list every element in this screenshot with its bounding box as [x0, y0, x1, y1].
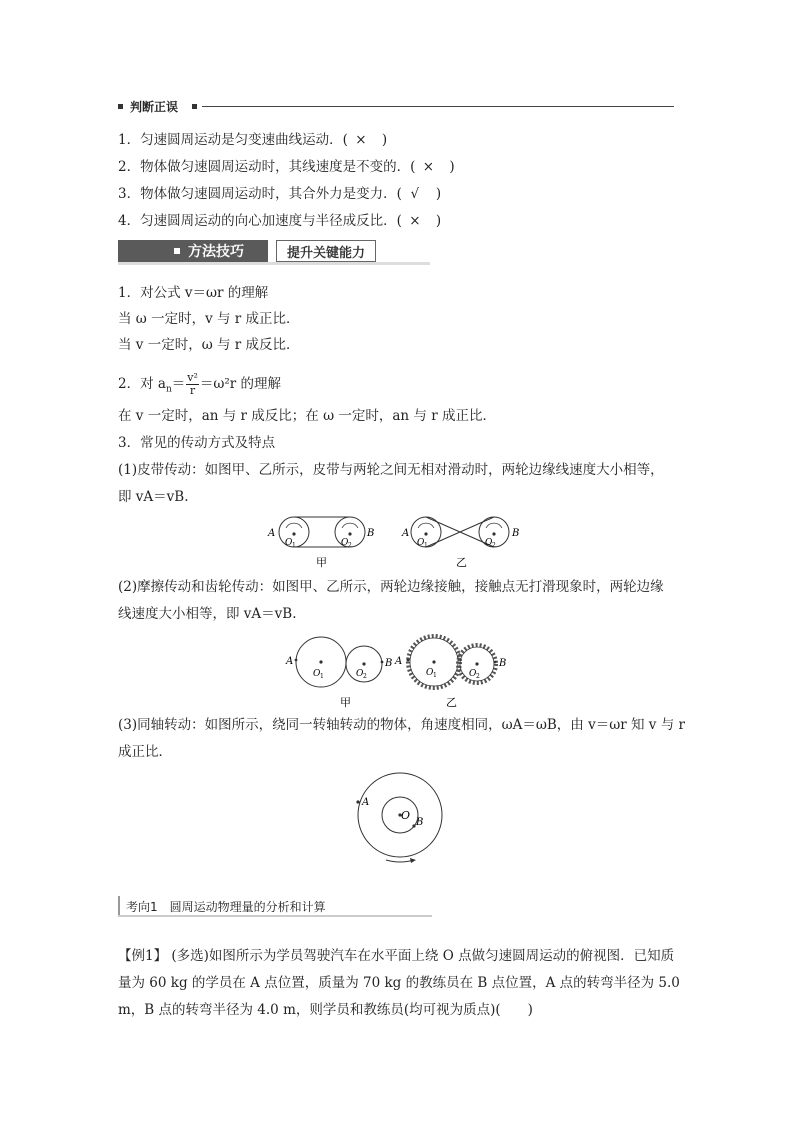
belt-caption-jia: 甲	[316, 556, 327, 569]
judge-bullet-right	[192, 104, 197, 109]
belt-yi-sub1: 1	[424, 542, 428, 549]
coaxial-line2: 成正比．	[118, 744, 172, 760]
gear-yi-sub1: 1	[433, 672, 437, 679]
judge-rule	[202, 106, 674, 107]
coaxial-figure	[350, 770, 450, 864]
method-p1-title: 1．对公式 v＝ωr 的理解	[118, 285, 269, 301]
belt-yi-label-o1: O	[417, 538, 425, 548]
p2-eq: ＝	[171, 376, 186, 392]
belt-figure-jia	[267, 517, 374, 569]
gear-caption-yi: 乙	[446, 696, 457, 709]
banner-bullet	[174, 248, 180, 254]
friction-jia-sub2: 2	[363, 673, 367, 680]
judge-item-close: )	[381, 132, 388, 148]
friction-figure-jia	[285, 637, 392, 709]
judge-title: 判断正误	[130, 100, 179, 114]
judge-item-close: )	[435, 186, 442, 202]
friction-jia-sub1: 1	[320, 673, 324, 680]
judge-item-text: 2．物体做匀速圆周运动时，其线速度是不变的．(	[118, 159, 416, 175]
section-banner	[118, 240, 430, 264]
friction-jia-label-a: A	[286, 656, 294, 667]
belt-line2: 即 vA＝vB.	[118, 489, 189, 505]
p2-suffix: ＝ω²r 的理解	[199, 376, 282, 392]
method-p2-line: 在 v 一定时，an 与 r 成反比；在 ω 一定时，an 与 r 成正比．	[118, 408, 496, 424]
judge-item-3	[118, 184, 441, 204]
banner-underline	[118, 262, 430, 265]
coaxial-label-b: B	[416, 817, 424, 828]
belt-yi-label-b: B	[512, 528, 520, 539]
belt-jia-label-a: A	[268, 528, 276, 539]
belt-jia-label-o1: O	[285, 538, 293, 548]
judge-item-mark: ×	[422, 159, 435, 175]
judge-item-close: )	[435, 213, 442, 229]
judge-item-1	[118, 130, 387, 150]
topic-title: 考向1 圆周运动物理量的分析和计算	[126, 900, 326, 914]
friction-jia-label-o1: O	[313, 669, 321, 679]
p2-prefix: 2．对 a	[118, 376, 166, 392]
judge-item-text: 1．匀速圆周运动是匀变速曲线运动．(	[118, 132, 348, 148]
banner-light	[276, 240, 376, 262]
p2-sub: n	[165, 384, 172, 395]
gear-figure-yi	[394, 636, 506, 709]
friction-gear-figure	[284, 628, 524, 712]
friction-jia-label-o2: O	[356, 669, 364, 679]
example-line2: 量为 60 kg 的学员在 A 点位置，质量为 70 kg 的教练员在 B 点位置，A 点的转弯半径为 5.0	[118, 975, 680, 991]
judge-item-close: )	[449, 159, 455, 175]
gear-yi-label-a: A	[395, 656, 403, 667]
belt-yi-label-o2: O	[485, 538, 493, 548]
judge-item-text: 3．物体做匀速圆周运动时，其合外力是变力．(	[118, 186, 402, 202]
topic-bar	[118, 896, 432, 916]
coaxial-line1: (3)同轴转动：如图所示，绕同一转轴转动的物体，角速度相同，ωA＝ωB，由 v＝ωr 知 v 与 r	[118, 717, 685, 733]
friction-line2: 线速度大小相等，即 vA＝vB.	[118, 606, 297, 622]
judge-item-4	[118, 211, 441, 231]
topic-bar-left-edge	[118, 896, 120, 916]
coaxial-label-a: A	[362, 797, 370, 808]
belt-jia-label-o2: O	[341, 538, 349, 548]
belt-drive-figure	[262, 512, 532, 570]
p2-den: r	[189, 384, 196, 397]
belt-yi-label-a: A	[402, 528, 410, 539]
belt-line1: (1)皮带传动：如图甲、乙所示，皮带与两轮之间无相对滑动时，两轮边缘线速度大小相等，	[118, 462, 664, 478]
method-p1-line2: 当 v 一定时，ω 与 r 成反比．	[118, 337, 300, 353]
gear-yi-label-b: B	[499, 658, 507, 669]
example-line3: m，B 点的转弯半径为 4.0 m，则学员和教练员(均可视为质点)( )	[118, 1002, 533, 1018]
belt-jia-sub1: 1	[292, 542, 296, 549]
gear-yi-label-o2: O	[469, 669, 477, 679]
coaxial-label-o: O	[401, 809, 411, 822]
friction-jia-label-b: B	[385, 658, 393, 669]
method-p2-title	[118, 372, 281, 400]
belt-figure-yi	[401, 517, 519, 569]
judge-item-2	[118, 157, 455, 177]
judge-item-mark: ×	[355, 132, 367, 148]
judge-item-mark: ×	[409, 213, 421, 229]
banner-left-text: 方法技巧	[188, 244, 244, 260]
judge-bullet-left	[118, 104, 123, 109]
gear-yi-label-o1: O	[426, 668, 434, 678]
method-p3-title: 3．常见的传动方式及特点	[118, 435, 276, 451]
banner-dark	[118, 240, 268, 262]
friction-caption-jia: 甲	[340, 696, 351, 709]
p2-num: v²	[187, 371, 198, 384]
method-p1-line1: 当 ω 一定时，v 与 r 成正比．	[118, 311, 300, 327]
judge-item-text: 4．匀速圆周运动的向心加速度与半径成反比．(	[118, 213, 402, 229]
friction-line1: (2)摩擦传动和齿轮传动：如图甲、乙所示，两轮边缘接触，接触点无打滑现象时，两轮边缘	[118, 579, 664, 595]
example-line1: 【例1】 (多选)如图所示为学员驾驶汽车在水平面上绕 O 点做匀速圆周运动的俯视图．已知质	[118, 948, 675, 964]
belt-caption-yi: 乙	[456, 556, 467, 569]
judge-header	[118, 98, 674, 114]
belt-jia-label-b: B	[367, 528, 375, 539]
belt-yi-sub2: 2	[492, 542, 496, 549]
p2-fraction	[186, 372, 199, 397]
judge-item-mark: √	[410, 186, 420, 202]
belt-jia-sub2: 2	[348, 542, 352, 549]
topic-bar-underline	[118, 915, 432, 917]
gear-yi-sub2: 2	[476, 673, 480, 680]
banner-right-text: 提升关键能力	[286, 245, 365, 261]
